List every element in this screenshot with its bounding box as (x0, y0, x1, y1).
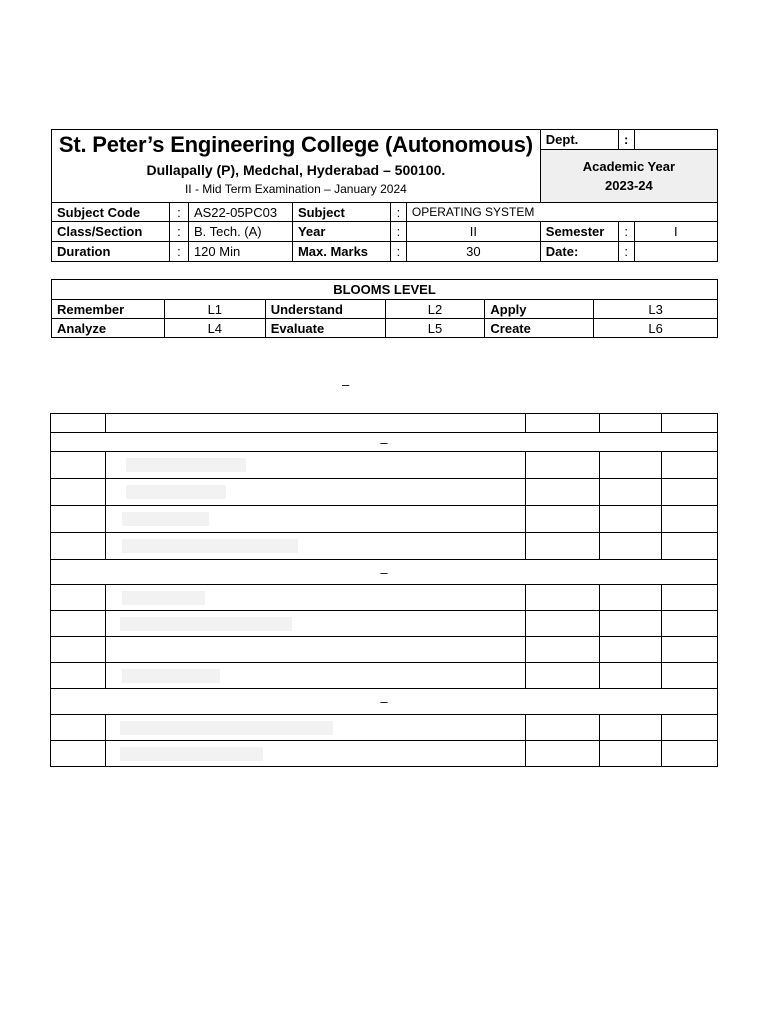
section-dash: – (51, 560, 718, 585)
colon: : (390, 203, 406, 222)
question-table (50, 413, 718, 767)
colon: : (618, 242, 634, 262)
dept-label: Dept. (540, 130, 618, 150)
redacted-text (126, 485, 226, 499)
question-row (51, 506, 718, 533)
colon: : (169, 242, 188, 262)
class-label: Class/Section (52, 222, 170, 242)
subject-code-value: AS22-05PC03 (188, 203, 292, 222)
section-row (51, 689, 718, 715)
college-address: Dullapally (P), Medchal, Hyderabad – 500100. (146, 162, 446, 178)
colon: : (618, 222, 634, 242)
blooms-level: L5 (385, 319, 485, 338)
question-row (51, 715, 718, 741)
question-row (51, 585, 718, 611)
academic-year-label: Academic Year (582, 159, 676, 174)
blooms-name: Remember (52, 300, 165, 319)
colon: : (390, 242, 406, 262)
max-marks-label: Max. Marks (292, 242, 390, 262)
academic-year-value: 2023-24 (605, 178, 653, 193)
blooms-name: Create (485, 319, 594, 338)
question-header-row (51, 414, 718, 433)
subject-label: Subject (292, 203, 390, 222)
date-value (634, 242, 717, 262)
dept-value (634, 130, 717, 150)
semester-label: Semester (540, 222, 618, 242)
section-row (51, 560, 718, 585)
section-dash: – (51, 433, 718, 452)
question-row (51, 637, 718, 663)
college-block (52, 130, 541, 203)
date-label: Date: (540, 242, 618, 262)
section-dash: – (51, 689, 718, 715)
blooms-name: Understand (265, 300, 385, 319)
blooms-name: Apply (485, 300, 594, 319)
duration-value: 120 Min (188, 242, 292, 262)
redacted-text (120, 617, 292, 631)
question-row (51, 741, 718, 767)
colon: : (169, 203, 188, 222)
duration-label: Duration (52, 242, 170, 262)
blooms-title: BLOOMS LEVEL (52, 280, 718, 300)
redacted-text (120, 747, 263, 761)
dept-colon: : (618, 130, 634, 150)
college-name: St. Peter’s Engineering College (Autonomous) (58, 132, 533, 157)
blooms-level: L4 (164, 319, 265, 338)
subject-code-label: Subject Code (52, 203, 170, 222)
blooms-table (51, 279, 718, 338)
blooms-name: Evaluate (265, 319, 385, 338)
redacted-text (126, 458, 246, 472)
blooms-name: Analyze (52, 319, 165, 338)
year-label: Year (292, 222, 390, 242)
redacted-text (122, 591, 205, 605)
question-row (51, 611, 718, 637)
semester-value: I (634, 222, 717, 242)
part-dash: – (342, 377, 350, 392)
blooms-level: L3 (594, 300, 718, 319)
header-table (51, 129, 718, 262)
blooms-level: L2 (385, 300, 485, 319)
question-row (51, 663, 718, 689)
exam-title: II - Mid Term Examination – January 2024 (184, 182, 407, 196)
colon: : (169, 222, 188, 242)
redacted-text (122, 669, 220, 683)
question-row (51, 479, 718, 506)
class-value: B. Tech. (A) (188, 222, 292, 242)
academic-year-block (540, 150, 717, 203)
question-row (51, 533, 718, 560)
colon: : (390, 222, 406, 242)
year-value: II (406, 222, 540, 242)
redacted-text (122, 539, 298, 553)
redacted-text (120, 721, 333, 735)
redacted-text (122, 512, 209, 526)
question-row (51, 452, 718, 479)
blooms-level: L6 (594, 319, 718, 338)
max-marks-value: 30 (406, 242, 540, 262)
subject-value: OPERATING SYSTEM (406, 203, 717, 222)
section-row (51, 433, 718, 452)
blooms-level: L1 (164, 300, 265, 319)
